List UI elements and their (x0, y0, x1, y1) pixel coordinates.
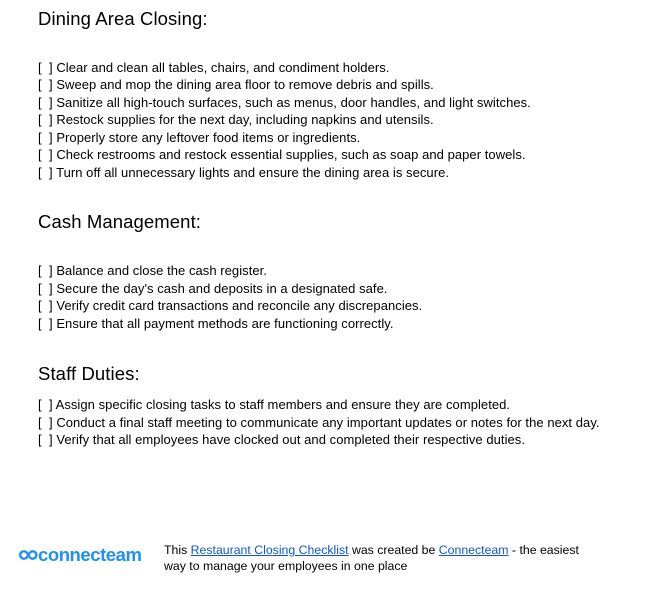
checklist-item[interactable] (38, 396, 638, 414)
checkbox-icon[interactable]: [ ] (38, 59, 57, 75)
checklist-item[interactable] (38, 431, 638, 449)
checklist-item-label: Secure the day's cash and deposits in a designated safe. (56, 280, 388, 296)
section-heading: Dining Area Closing: (38, 8, 208, 29)
checklist-item[interactable] (38, 414, 638, 432)
checklist-item[interactable] (38, 94, 638, 112)
footer-text-suffix: - the easiest way to manage your employees in one place (164, 543, 579, 573)
checkbox-icon[interactable]: [ ] (38, 112, 57, 128)
checklist-item-label: Properly store any leftover food items or ingredients. (56, 129, 361, 145)
checklist-item[interactable] (38, 315, 638, 333)
checkbox-icon[interactable]: [ ] (38, 432, 57, 448)
checklist-item-label: Ensure that all payment methods are functioning correctly. (56, 315, 394, 331)
footer-credit-text (164, 542, 604, 574)
checklist-item-label: Conduct a final staff meeting to communicate any important updates or notes for the next day. (56, 414, 600, 430)
checklist-item-label: Balance and close the cash register. (56, 263, 267, 279)
checkbox-icon[interactable]: [ ] (38, 94, 57, 110)
infinity-icon (18, 548, 39, 562)
footer-text-middle: was created be (348, 543, 439, 557)
document-body (38, 0, 638, 449)
checkbox-icon[interactable]: [ ] (38, 315, 57, 331)
checklist-item[interactable] (38, 111, 638, 129)
checkbox-icon[interactable]: [ ] (38, 280, 57, 296)
checklist (38, 396, 638, 449)
checklist-item[interactable] (38, 59, 638, 77)
checkbox-icon[interactable]: [ ] (38, 414, 57, 430)
checklist-item-label: Turn off all unnecessary lights and ensure the dining area is secure. (56, 165, 450, 181)
section-staff-duties (38, 362, 638, 449)
page-footer (0, 533, 662, 598)
checklist-item-label: Verify that all employees have clocked out and completed their respective duties. (56, 432, 526, 448)
section-heading: Staff Duties: (38, 362, 140, 384)
connecteam-logo[interactable] (18, 544, 146, 566)
checkbox-icon[interactable]: [ ] (38, 165, 57, 181)
checklist-item[interactable] (38, 164, 638, 182)
checklist-item-label: Sweep and mop the dining area floor to remove debris and spills. (56, 77, 434, 93)
checkbox-icon[interactable]: [ ] (38, 129, 57, 145)
checklist-item-label: Assign specific closing tasks to staff members and ensure they are completed. (55, 397, 511, 413)
checkbox-icon[interactable]: [ ] (38, 147, 57, 163)
checklist-item-label: Sanitize all high-touch surfaces, such as menus, door handles, and light switches. (56, 94, 531, 110)
section-cash-management (38, 210, 638, 333)
checkbox-icon[interactable]: [ ] (38, 77, 57, 93)
checklist-item[interactable] (38, 76, 638, 94)
checkbox-icon[interactable]: [ ] (38, 298, 57, 314)
checklist-item[interactable] (38, 280, 638, 298)
restaurant-closing-checklist-link[interactable]: Restaurant Closing Checklist (190, 543, 349, 557)
checkbox-icon[interactable]: [ ] (38, 263, 57, 279)
checklist-item[interactable] (38, 297, 638, 315)
checklist-item-label: Verify credit card transactions and reconcile any discrepancies. (56, 298, 423, 314)
footer-text-prefix: This (164, 543, 191, 557)
section-dining-area-closing (38, 10, 638, 182)
checklist-item[interactable] (38, 146, 638, 164)
checklist (38, 262, 638, 332)
checklist-item-label: Check restrooms and restock essential supplies, such as soap and paper towels. (56, 147, 526, 163)
connecteam-wordmark: connecteam (38, 543, 142, 565)
checklist (38, 59, 638, 182)
section-heading: Cash Management: (38, 210, 202, 232)
connecteam-link[interactable]: Connecteam (438, 543, 509, 557)
checklist-item-label: Clear and clean all tables, chairs, and condiment holders. (56, 59, 390, 75)
checklist-item-label: Restock supplies for the next day, including napkins and utensils. (56, 112, 434, 128)
checklist-item[interactable] (38, 262, 638, 280)
checklist-item[interactable] (38, 129, 638, 147)
checkbox-icon[interactable]: [ ] (38, 397, 56, 413)
